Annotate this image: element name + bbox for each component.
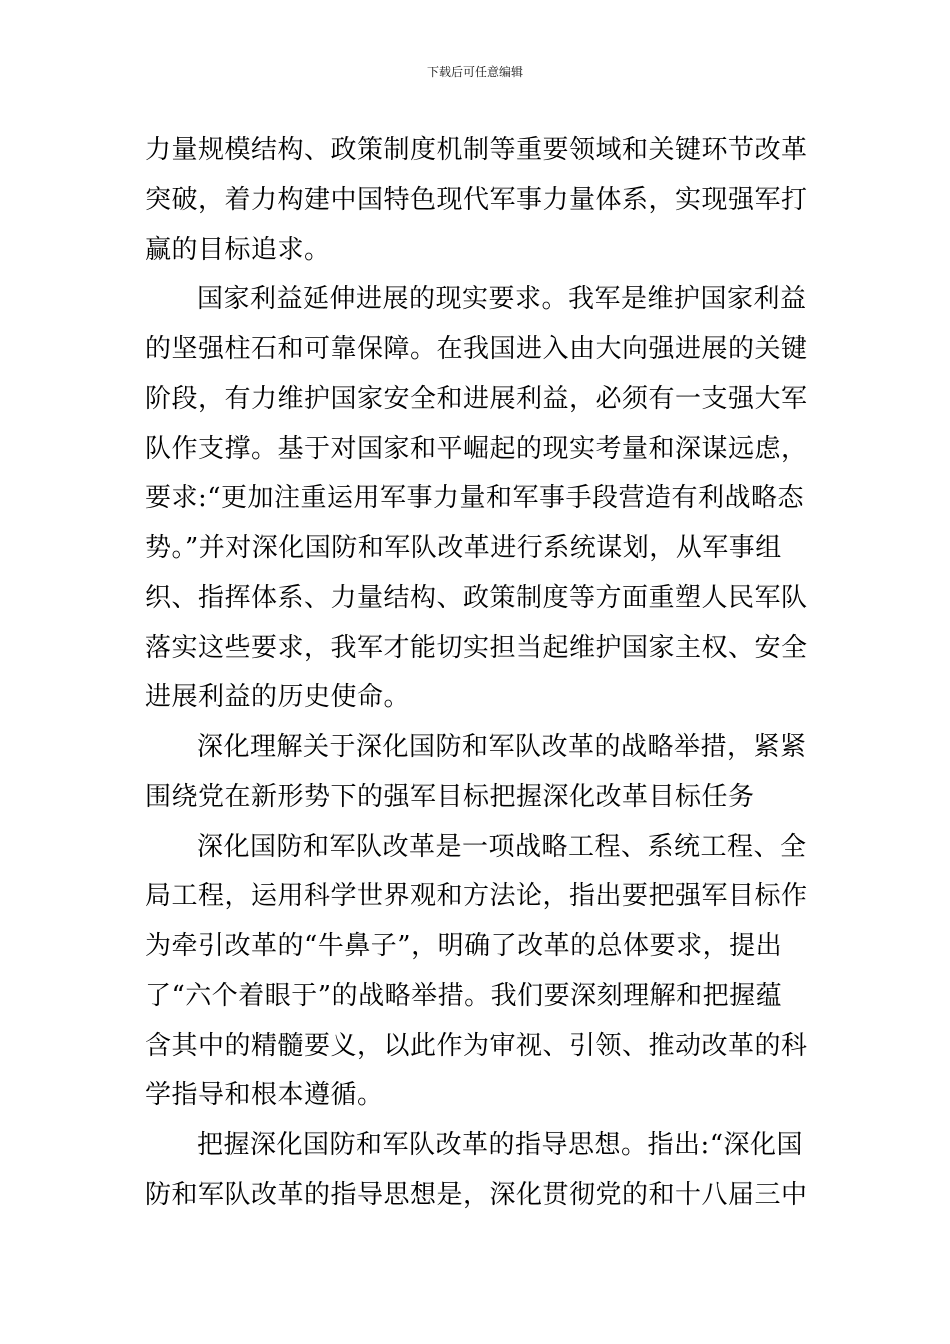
paragraph-first-line: 国家利益延伸进展的现实要求。我军是维护国家利益 xyxy=(197,284,807,315)
text-line: 阶段，有力维护国家安全和进展利益，必须有一支强大军 xyxy=(145,383,808,414)
section-heading-line: 深化理解关于深化国防和军队改革的战略举措，紧紧 xyxy=(197,732,807,762)
text-line: 局工程，运用科学世界观和方法论，指出要把强军目标作 xyxy=(145,881,808,912)
text-line: 了“六个着眼于”的战略举措。我们要深刻理解和把握蕴 xyxy=(145,980,783,1011)
text-line: 的坚强柱石和可靠保障。在我国进入由大向强进展的关键 xyxy=(145,334,808,364)
text-line: 势。”并对深化国防和军队改革进行系统谋划，从军事组 xyxy=(145,533,782,563)
text-line: 学指导和根本遵循。 xyxy=(145,1080,384,1111)
text-line: 突破，着力构建中国特色现代军事力量体系，实现强军打 xyxy=(145,184,808,215)
document-body xyxy=(145,126,811,1221)
page-header: 下载后可任意编辑 xyxy=(426,65,523,79)
text-line: 进展利益的历史使命。 xyxy=(145,682,411,713)
text-line: 织、指挥体系、力量结构、政策制度等方面重塑人民军队 xyxy=(145,582,808,613)
text-line: 力量规模结构、政策制度机制等重要领域和关键环节改革 xyxy=(145,135,808,165)
text-line: 含其中的精髓要义，以此作为审视、引领、推动改革的科 xyxy=(145,1030,808,1061)
text-line: 落实这些要求，我军才能切实担当起维护国家主权、安全 xyxy=(145,632,808,663)
text-line: 防和军队改革的指导思想是，深化贯彻党的和十八届三中 xyxy=(145,1179,808,1210)
paragraph-first-line: 把握深化国防和军队改革的指导思想。指出:“深化国 xyxy=(197,1130,804,1160)
text-line: 队作支撑。基于对国家和平崛起的现实考量和深谋远虑， xyxy=(145,433,808,464)
text-line: 赢的目标追求。 xyxy=(145,234,331,265)
section-heading-line: 围绕党在新形势下的强军目标把握深化改革目标任务 xyxy=(145,781,755,812)
text-line: 要求:“更加注重运用军事力量和军事手段营造有利战略态 xyxy=(145,483,805,514)
text-line: 为牵引改革的“牛鼻子”，明确了改革的总体要求，提出 xyxy=(145,931,783,961)
paragraph-first-line: 深化国防和军队改革是一项战略工程、系统工程、全 xyxy=(197,831,807,862)
